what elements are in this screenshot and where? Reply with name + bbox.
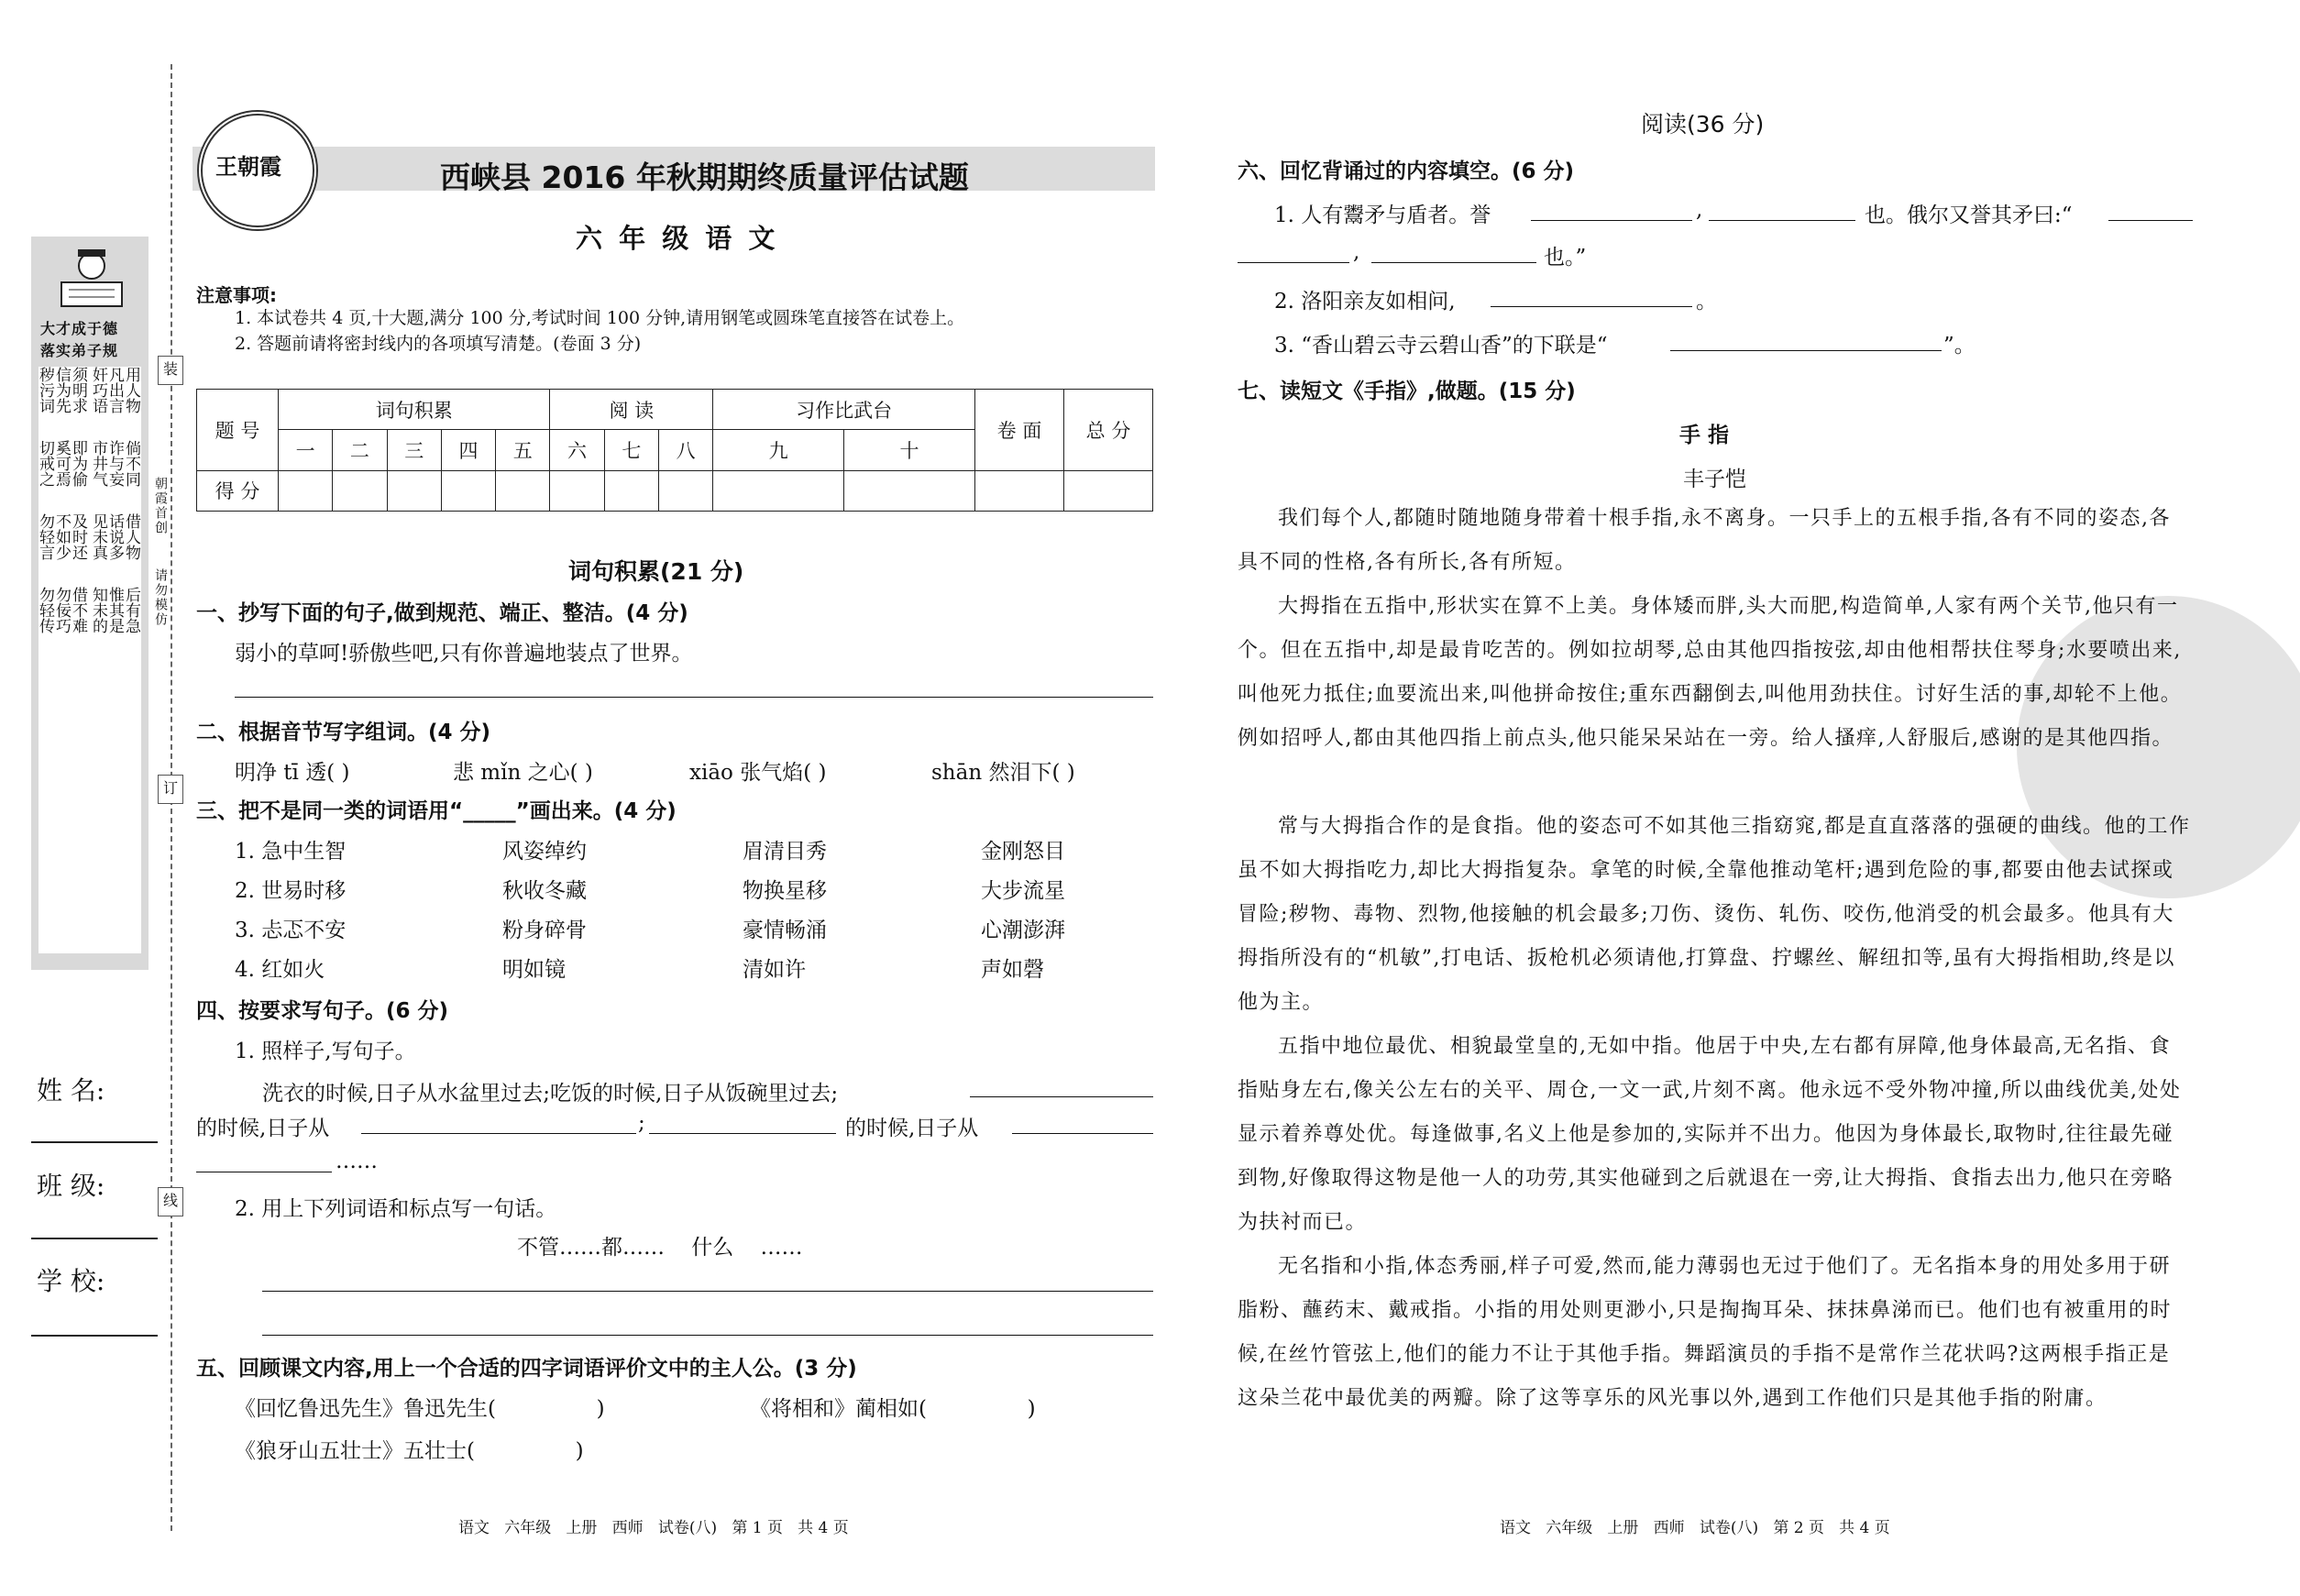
question-number: 十 bbox=[844, 430, 975, 470]
q6-blank[interactable] bbox=[1531, 220, 1692, 221]
question-2: 二、根据音节写字组词。(4 分) bbox=[196, 721, 491, 744]
slogan-line-2: 落实弟子规 bbox=[40, 342, 119, 359]
q3-word: 1. 急中生智 bbox=[235, 840, 347, 864]
motto-column: 及时还 bbox=[69, 513, 87, 560]
school-label: 学 校: bbox=[37, 1266, 105, 1296]
motto-column: 勿轻传 bbox=[36, 587, 54, 633]
part2-heading: 阅读(36 分) bbox=[1641, 111, 1765, 138]
motto-column: 奸巧语 bbox=[89, 367, 107, 413]
q3-word: 金刚怒目 bbox=[981, 840, 1065, 864]
copyright-note-2: 请勿模仿 bbox=[153, 568, 168, 627]
question-number: 二 bbox=[333, 430, 387, 470]
q2-item: shān 然泪下( ) bbox=[931, 761, 1075, 785]
q5-item: 《狼牙山五壮士》五壮士( ) bbox=[235, 1439, 584, 1463]
slogan-line-1: 大才成于德 bbox=[40, 320, 119, 337]
row-label-score: 得 分 bbox=[197, 470, 279, 511]
q3-word: 声如磬 bbox=[981, 958, 1044, 982]
q3-word: 风姿绰约 bbox=[502, 840, 587, 864]
motto-column: 须明求 bbox=[69, 367, 87, 413]
q2-item: 明净 tī 透( ) bbox=[235, 761, 350, 785]
q4-blank[interactable] bbox=[970, 1096, 1153, 1097]
motto-column: 用人物 bbox=[122, 367, 140, 413]
question-number: 五 bbox=[496, 430, 550, 470]
binding-mark-2: 订 bbox=[158, 775, 183, 804]
q6-blank[interactable] bbox=[1371, 262, 1536, 263]
score-cell[interactable] bbox=[279, 470, 333, 511]
motto-column: 倘不同 bbox=[122, 440, 140, 487]
motto-column: 即为偷 bbox=[69, 440, 87, 487]
q3-word: 眉清目秀 bbox=[743, 840, 827, 864]
q1-answer-line[interactable] bbox=[235, 697, 1153, 698]
q3-word: 大步流星 bbox=[981, 879, 1065, 903]
brand-logo bbox=[197, 110, 318, 231]
q3-word: 粉身碎骨 bbox=[502, 919, 587, 942]
motto-column: 借不难 bbox=[69, 587, 87, 633]
essay-paragraph: 我们每个人,都随时随地随身带着十根手指,永不离身。一只手上的五根手指,各有不同的姿态,各具不同的性格,各有所长,各有所短。 bbox=[1238, 507, 2171, 574]
question-number: 七 bbox=[604, 430, 658, 470]
question-5: 五、回顾课文内容,用上一个合适的四字词语评价文中的主人公。(3 分) bbox=[196, 1357, 857, 1381]
row-label-number: 题 号 bbox=[197, 390, 279, 471]
q2-item: 悲 mǐn 之心( ) bbox=[453, 761, 593, 785]
q3-word: 2. 世易时移 bbox=[235, 879, 347, 903]
juanmian-header: 卷 面 bbox=[975, 390, 1064, 471]
motto-column: 凡出言 bbox=[105, 367, 124, 413]
essay-title: 手 指 bbox=[1679, 424, 1730, 447]
motto-column: 惟其是 bbox=[105, 587, 124, 633]
motto-column: 勿佞巧 bbox=[52, 587, 71, 633]
footer-page-2: 语文 六年级 上册 西师 试卷(八) 第 2 页 共 4 页 bbox=[1500, 1519, 1890, 1537]
q4-answer-line[interactable] bbox=[262, 1335, 1153, 1336]
motto-column: 见未真 bbox=[89, 513, 107, 560]
footer-page-1: 语文 六年级 上册 西师 试卷(八) 第 1 页 共 4 页 bbox=[458, 1519, 849, 1537]
question-3: 三、把不是同一类的词语用“_____”画出来。(4 分) bbox=[196, 799, 677, 823]
q4-1-prompt: 1. 照样子,写句子。 bbox=[235, 1040, 416, 1063]
brand-text: 王朝霞 bbox=[215, 154, 281, 180]
notes-item-2: 2. 答题前请将密封线内的各项填写清楚。(卷面 3 分) bbox=[235, 334, 642, 354]
motto-column: 奚可焉 bbox=[52, 440, 71, 487]
score-cell[interactable] bbox=[604, 470, 658, 511]
q6-3-text: 3. “香山碧云寺云碧山香”的下联是“ bbox=[1274, 334, 1608, 358]
q4-2-prompt: 2. 用上下列词语和标点写一句话。 bbox=[235, 1197, 557, 1221]
motto-column: 市井气 bbox=[89, 440, 107, 487]
score-cell[interactable] bbox=[658, 470, 712, 511]
exam-title: 西峡县 2016 年秋期期终质量评估试题 bbox=[440, 160, 969, 195]
q3-word: 物换星移 bbox=[743, 879, 827, 903]
notes-heading: 注意事项: bbox=[196, 284, 277, 306]
motto-column: 后有急 bbox=[122, 587, 140, 633]
q6-comma: , bbox=[1696, 198, 1703, 222]
q6-blank[interactable] bbox=[1670, 350, 1942, 351]
motto-column: 勿轻言 bbox=[36, 513, 54, 560]
name-label: 姓 名: bbox=[37, 1075, 105, 1106]
question-1: 一、抄写下面的句子,做到规范、端正、整洁。(4 分) bbox=[196, 601, 688, 625]
binding-mark-1: 装 bbox=[158, 356, 183, 385]
question-number: 九 bbox=[713, 430, 844, 470]
part1-heading: 词句积累(21 分) bbox=[568, 558, 744, 585]
motto-column: 知未的 bbox=[89, 587, 107, 633]
q6-1-end: 也。” bbox=[1544, 246, 1587, 270]
question-7: 七、读短文《手指》,做题。(15 分) bbox=[1238, 380, 1576, 403]
q4-blank[interactable] bbox=[649, 1133, 836, 1134]
question-number: 三 bbox=[387, 430, 441, 470]
q6-blank[interactable] bbox=[2108, 220, 2193, 221]
essay-paragraph: 大拇指在五指中,形状实在算不上美。身体矮而胖,头大而肥,构造简单,人家有两个关节,他只有一个。但在五指中,却是最肯吃苦的。例如拉胡琴,总由其他四指按弦,却由他相帮扶住琴身;水要喷出来,叫他死力抵住;血要流出来,叫他拼命按住;重东西翻倒去,叫他用劲扶住。讨好生活的事,却轮不上他。例如招呼人,都由其他四指上前点头,他只能呆呆站在一旁。给人搔痒,人舒服后,感谢的是其他四指。 bbox=[1238, 595, 2183, 750]
binding-mark-3: 线 bbox=[158, 1187, 183, 1216]
question-number: 八 bbox=[658, 430, 712, 470]
q5-item: 《将相和》蔺相如( ) bbox=[750, 1397, 1036, 1421]
score-cell[interactable] bbox=[713, 470, 844, 511]
question-number: 四 bbox=[441, 430, 495, 470]
question-number: 六 bbox=[550, 430, 604, 470]
q4-ellipsis: …… bbox=[336, 1150, 378, 1173]
q4-example: 洗衣的时候,日子从水盆里过去;吃饭的时候,日子从饭碗里过去; bbox=[262, 1082, 839, 1106]
motto-column: 不如少 bbox=[52, 513, 71, 560]
q3-word: 清如许 bbox=[743, 958, 806, 982]
motto-column: 话说多 bbox=[105, 513, 124, 560]
class-field[interactable] bbox=[31, 1238, 158, 1239]
essay-paragraph: 无名指和小指,体态秀丽,样子可爱,然而,能力薄弱也无过于他们了。无名指本身的用处多用于研脂粉、蘸药末、戴戒指。小指的用处则更渺小,只是掏掏耳朵、抹抹鼻涕而已。他们也有被重用的时候,在丝竹管弦上,他们的能力不让于其他手指。舞蹈演员的手指不是常作兰花状吗?这两根手指正是这朵兰花中最优美的两瓣。除了这等享乐的风光事以外,遇到工作他们只是其他手指的附庸。 bbox=[1238, 1255, 2172, 1410]
q5-item: 《回忆鲁迅先生》鲁迅先生( ) bbox=[235, 1397, 605, 1421]
score-cell[interactable] bbox=[844, 470, 975, 511]
score-cell[interactable] bbox=[1064, 470, 1153, 511]
essay-paragraph: 常与大拇指合作的是食指。他的姿态可不如其他三指窈窕,都是直直落落的强硬的曲线。他的工作虽不如大拇指吃力,却比大拇指复杂。拿笔的时候,全靠他推动笔杆;遇到危险的事,都要由他去试探或冒险;秽物、毒物、烈物,他接触的机会最多;刀伤、烫伤、轧伤、咬伤,他消受的机会最多。他具有大拇指所没有的“机敏”,打电话、扳枪机必须请他,打算盘、拧螺丝、解纽扣等,虽有大拇指相助,终是以他为主。 bbox=[1238, 815, 2191, 1014]
q6-comma-2: , bbox=[1353, 240, 1367, 264]
q1-sentence: 弱小的草呵!骄傲些吧,只有你普遍地装点了世界。 bbox=[235, 642, 693, 666]
score-cell[interactable] bbox=[496, 470, 550, 511]
copyright-note-1: 朝霞首创 bbox=[153, 477, 168, 535]
school-field[interactable] bbox=[31, 1335, 158, 1337]
score-cell[interactable] bbox=[387, 470, 441, 511]
q4-answer-line[interactable] bbox=[262, 1291, 1153, 1292]
question-number: 一 bbox=[279, 430, 333, 470]
score-cell[interactable] bbox=[333, 470, 387, 511]
q4-blank[interactable] bbox=[361, 1133, 636, 1134]
q3-word: 明如镜 bbox=[502, 958, 566, 982]
class-label: 班 级: bbox=[37, 1171, 105, 1201]
q3-word: 心潮澎湃 bbox=[981, 919, 1065, 942]
motto-column: 秽污词 bbox=[36, 367, 54, 413]
q4-semicolon: ; bbox=[638, 1111, 645, 1135]
score-table bbox=[196, 389, 1153, 512]
notes-item-1: 1. 本试卷共 4 页,十大题,满分 100 分,考试时间 100 分钟,请用钢笔或圆珠笔直接答在试卷上。 bbox=[235, 308, 965, 328]
q3-word: 秋收冬藏 bbox=[502, 879, 587, 903]
q3-word: 3. 忐忑不安 bbox=[235, 919, 347, 942]
score-cell[interactable] bbox=[550, 470, 604, 511]
q4-blank[interactable] bbox=[1012, 1133, 1153, 1134]
q3-word: 豪情畅涌 bbox=[743, 919, 827, 942]
q6-blank[interactable] bbox=[1709, 220, 1855, 221]
q2-item: xiāo 张气焰( ) bbox=[689, 761, 827, 785]
motto-box bbox=[36, 367, 141, 953]
name-field[interactable] bbox=[31, 1141, 158, 1143]
q6-blank[interactable] bbox=[1238, 262, 1349, 263]
scholar-illustration bbox=[41, 246, 142, 310]
essay-author: 丰子恺 bbox=[1683, 468, 1746, 491]
score-cell[interactable] bbox=[441, 470, 495, 511]
motto-column: 诈与妄 bbox=[105, 440, 124, 487]
question-6: 六、回忆背诵过的内容填空。(6 分) bbox=[1238, 160, 1575, 183]
group-header-1: 词句积累 bbox=[279, 390, 550, 430]
q6-2-end: 。 bbox=[1696, 290, 1717, 314]
q6-1-text-2: 也。俄尔又誉其矛曰:“ bbox=[1865, 204, 2073, 227]
question-4: 四、按要求写句子。(6 分) bbox=[196, 999, 449, 1023]
motto-column: 切戒之 bbox=[36, 440, 54, 487]
total-header: 总 分 bbox=[1064, 390, 1153, 471]
q4-line2-text: 的时候,日子从 bbox=[845, 1117, 979, 1140]
group-header-2: 阅 读 bbox=[550, 390, 713, 430]
q6-1-text: 1. 人有鬻矛与盾者。誉 bbox=[1274, 204, 1491, 227]
q4-line2-text: 的时候,日子从 bbox=[196, 1117, 330, 1140]
q4-words: 不管……都…… 什么 …… bbox=[517, 1236, 803, 1260]
q6-2-text: 2. 洛阳亲友如相问, bbox=[1274, 290, 1456, 314]
score-cell[interactable] bbox=[975, 470, 1064, 511]
essay-paragraph: 五指中地位最优、相貌最堂皇的,无如中指。他居于中央,左右都有屏障,他身体最高,无名指、食指贴身左右,像关公左右的关平、周仓,一文一武,片刻不离。他永远不受外物冲撞,所以曲线优美,处处显示着养尊处优。每逢做事,名义上他是参加的,实际并不出力。他因为身体最长,取物时,往往最先碰到物,好像取得这物是他一人的功劳,其实他碰到之后就退在一旁,让大拇指、食指去出力,他只在旁略为扶衬而已。 bbox=[1238, 1035, 2182, 1234]
exam-subtitle: 六 年 级 语 文 bbox=[576, 223, 779, 254]
motto-column: 信为先 bbox=[52, 367, 71, 413]
q6-3-end: ”。 bbox=[1943, 334, 1975, 358]
group-header-3: 习作比武台 bbox=[713, 390, 975, 430]
q6-blank[interactable] bbox=[1491, 306, 1692, 307]
motto-column: 借人物 bbox=[122, 513, 140, 560]
q3-word: 4. 红如火 bbox=[235, 958, 325, 982]
